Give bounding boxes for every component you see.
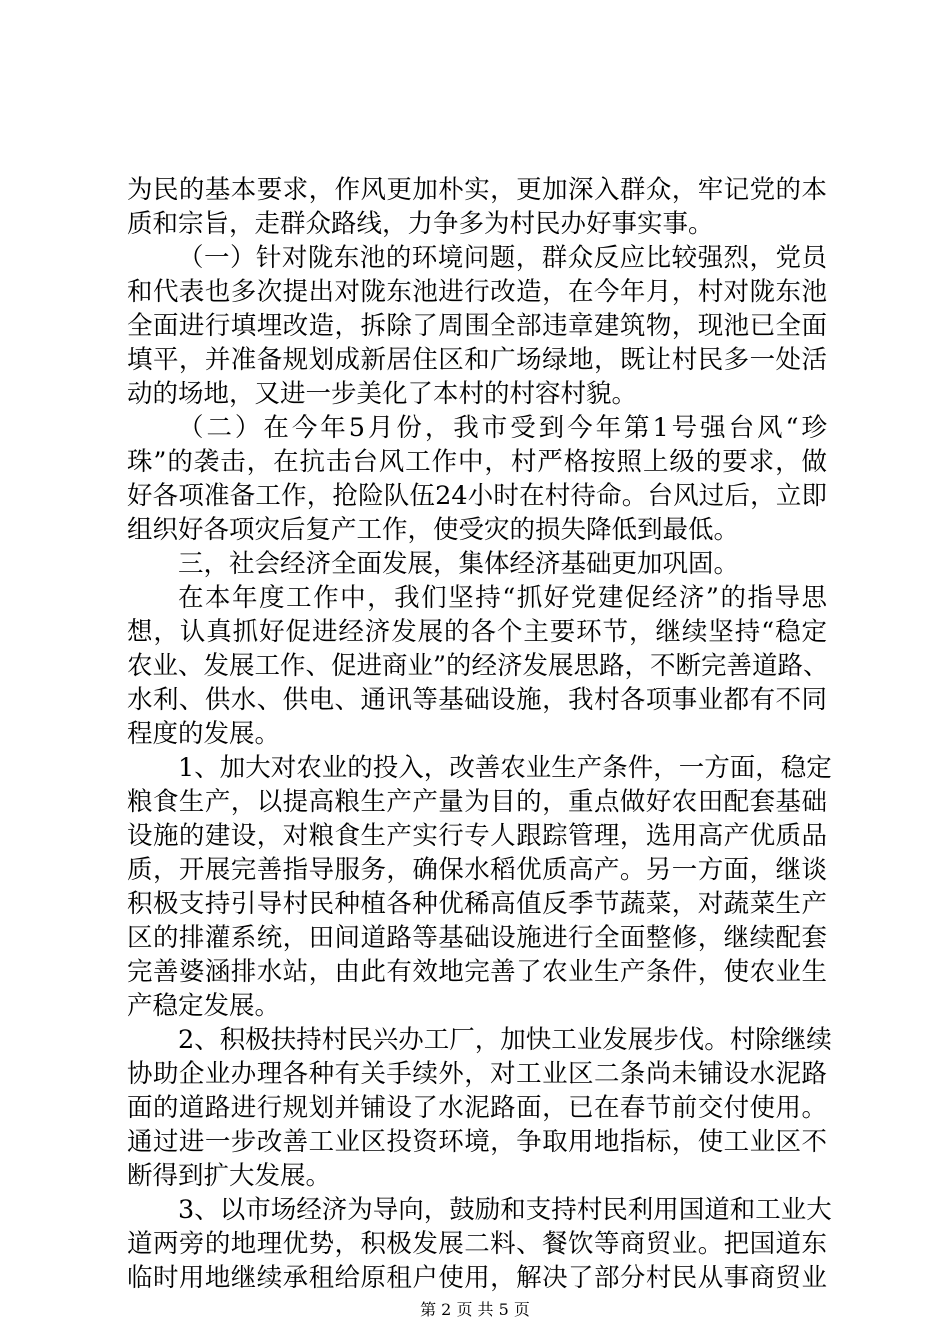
text-line: 想，认真抓好促进经济发展的各个主要环节，继续坚持“稳定 <box>127 617 827 647</box>
page-number-footer: 第 2 页 共 5 页 <box>420 1300 530 1319</box>
text-line: 临时用地继续承租给原租户使用，解决了部分村民从事商贸业 <box>127 1263 827 1293</box>
text-line: 水利、供水、供电、通讯等基础设施，我村各项事业都有不同 <box>127 685 827 715</box>
text-line: 协助企业办理各种有关手续外，对工业区二条尚未铺设水泥路 <box>127 1059 827 1089</box>
text-line: 动的场地，又进一步美化了本村的村容村貌。 <box>127 379 638 409</box>
text-line: 好各项准备工作，抢险队伍24小时在村待命。台风过后，立即 <box>127 481 827 511</box>
text-line: 道两旁的地理优势，积极发展二料、餐饮等商贸业。把国道东 <box>127 1229 827 1259</box>
text-line: 通过进一步改善工业区投资环境，争取用地指标，使工业区不 <box>127 1127 827 1157</box>
text-line: 珠”的袭击，在抗击台风工作中，村严格按照上级的要求，做 <box>127 447 827 477</box>
text-line: 2、积极扶持村民兴办工厂，加快工业发展步伐。村除继续 <box>178 1025 832 1055</box>
text-line: （二）在今年5月份，我市受到今年第1号强台风“珍 <box>178 413 827 443</box>
text-line: 粮食生产，以提高粮生产产量为目的，重点做好农田配套基础 <box>127 787 827 817</box>
text-line: 和代表也多次提出对陇东池进行改造，在今年月，村对陇东池 <box>127 277 827 307</box>
text-line: 面的道路进行规划并铺设了水泥路面，已在春节前交付使用。 <box>127 1093 827 1123</box>
text-line: 在本年度工作中，我们坚持“抓好党建促经济”的指导思 <box>178 583 827 613</box>
text-line: 积极支持引导村民种植各种优稀高值反季节蔬菜，对蔬菜生产 <box>127 889 827 919</box>
text-line: 三，社会经济全面发展，集体经济基础更加巩固。 <box>178 549 740 579</box>
text-line: 为民的基本要求，作风更加朴实，更加深入群众，牢记党的本 <box>127 175 827 205</box>
text-line: 区的排灌系统，田间道路等基础设施进行全面整修，继续配套 <box>127 923 827 953</box>
text-line: 全面进行填埋改造，拆除了周围全部违章建筑物，现池已全面 <box>127 311 827 341</box>
text-line: 完善婆涵排水站，由此有效地完善了农业生产条件，使农业生 <box>127 957 827 987</box>
text-line: 质，开展完善指导服务，确保水稻优质高产。另一方面，继谈 <box>127 855 827 885</box>
text-line: 程度的发展。 <box>127 719 281 749</box>
text-line: 1、加大对农业的投入，改善农业生产条件，一方面，稳定 <box>178 753 832 783</box>
text-line: 组织好各项灾后复产工作，使受灾的损失降低到最低。 <box>127 515 740 545</box>
text-line: 3、以市场经济为导向，鼓励和支持村民利用国道和工业大 <box>178 1195 832 1225</box>
text-line: 质和宗旨，走群众路线，力争多为村民办好事实事。 <box>127 209 714 239</box>
text-line: 产稳定发展。 <box>127 991 281 1021</box>
text-line: 农业、发展工作、促进商业”的经济发展思路，不断完善道路、 <box>127 651 829 681</box>
text-line: （一）针对陇东池的环境问题，群众反应比较强烈，党员 <box>178 243 827 273</box>
text-line: 断得到扩大发展。 <box>127 1161 332 1191</box>
text-line: 设施的建设，对粮食生产实行专人跟踪管理，选用高产优质品 <box>127 821 827 851</box>
text-line: 填平，并准备规划成新居住区和广场绿地，既让村民多一处活 <box>127 345 827 375</box>
